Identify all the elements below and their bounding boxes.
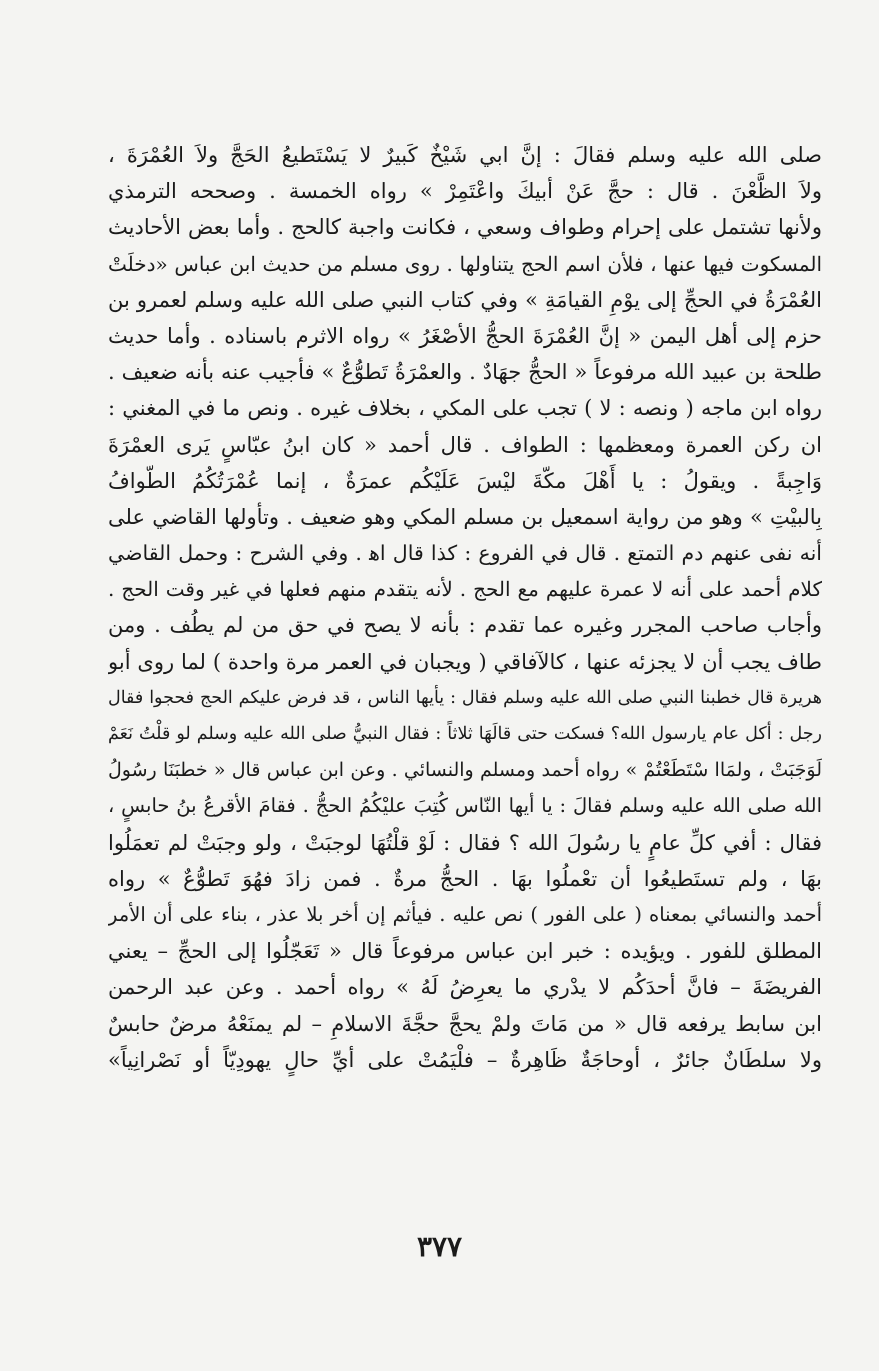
- text-line: لَوَجَبَتْ ، ولمَاا سْتَطَعْتُمْ » رواه أحمد ومسلم والنسائي . وعن ابن عباس قال « خطبَنَا رسُولُ: [108, 759, 822, 782]
- text-line: هريرة قال خطبنا النبي صلى الله عليه وسلم فقال : يأيها الناس ، قد فرض عليكم الحج فحجوا فقال: [108, 687, 822, 708]
- text-line: صلى الله عليه وسلم فقالَ : إنَّ ابي شَيْخٌ كَبيرٌ لا يَسْتَطيعُ الحَجَّ ولاَ العُمْرَةَ ،: [108, 143, 822, 167]
- text-line: أحمد والنسائي بمعناه ( على الفور ) نص عليه . فيأثم إن أخر بلا عذر ، بناء على أن الأمر: [108, 902, 822, 926]
- text-line: الله صلى الله عليه وسلم فقالَ : يا أيها النّاس كُتِبَ عليْكُمُ الحجُّ . فقامَ الأقرعُ بنُ حابسٍ ،: [108, 794, 822, 818]
- text-line: العُمْرَةُ في الحجِّ إلى يوْمِ القيامَةِ » وفي كتاب النبي صلى الله عليه وسلم لعمرو بن: [108, 287, 822, 312]
- text-line: رجل : أكل عام يارسول الله؟ فسكت حتى قالَهَا ثلاثاً : فقال النبيُّ صلى الله عليه وسلم لو قلْتُ نَعَمْ: [108, 724, 822, 744]
- text-line: ولا سلطَانٌ جائرٌ ، أوحاجَةٌ ظَاهِرةٌ – فلْيَمُتْ على أيِّ حالٍ يهودِيّاً أو نَصْرانِياً»: [108, 1047, 822, 1072]
- text-line: ولاَ الظَّعْنَ . قال : حجَّ عَنْ أبيكَ واعْتَمِرْ » رواه الخمسة . وصححه الترمذي: [108, 179, 822, 204]
- text-line: ولأنها تشتمل على إحرام وطواف وسعي ، فكانت واجبة كالحج . وأما بعض الأحاديث: [108, 215, 822, 240]
- text-line: ابن سابط يرفعه قال « من مَاتَ ولمْ يحجَّ حجَّةَ الاسلامِ – لم يمنَعْهُ مرضٌ حابسٌ: [108, 1011, 822, 1036]
- text-line: أنه نفى عنهم دم التمتع . قال في الفروع : كذا قال اﻫ . وفي الشرح : وحمل القاضي: [108, 541, 822, 566]
- text-line: وأجاب صاحب المجرر وغيره عما تقدم : بأنه لا يصح في حق من لم يطُف . ومن: [108, 613, 822, 638]
- text-line: طاف يجب أن لا يجزئه عنها ، كالآفاقي ( ويجبان في العمر مرة واحدة ) لما روى أبو: [108, 649, 822, 674]
- text-line: المطلق للفور . ويؤيده : خبر ابن عباس مرفوعاً قال « تَعَجّلُوا إلى الحجِّ – يعني: [108, 939, 822, 964]
- text-line: حزم إلى أهل اليمن « إنَّ العُمْرَةَ الحجُّ الأصْغَرُ » رواه الاثرم باسناده . وأما حديث: [108, 323, 822, 348]
- page-number: ٣٧٧: [416, 1230, 463, 1263]
- text-line: ان ركن العمرة ومعظمها : الطواف . قال أحمد « كان ابنُ عبّاسٍ يَرى العمْرَةَ: [108, 432, 822, 457]
- text-line: المسكوت فيها عنها ، فلأن اسم الحج يتناولها . روى مسلم من حديث ابن عباس «دخلَتْ: [108, 251, 822, 276]
- text-line: فقال : أفي كلِّ عامٍ يا رسُولَ الله ؟ فقال : لَوْ قلْتُهَا لوجبَتْ ، ولو وجبَتْ لم تعمَلُوا: [108, 830, 822, 855]
- text-line: وَاجِبةً . ويقولُ : يا أَهْلَ مكّةَ ليْسَ عَلَيْكُم عمرَةٌ ، إنما عُمْرَتُكُمُ الطّوافُ: [108, 468, 822, 493]
- text-line: الفريضَةَ – فانَّ أحدَكُم لا يدْري ما يعرِضُ لَهُ » رواه أحمد . وعن عبد الرحمن: [108, 975, 822, 1000]
- text-line: كلام أحمد على أنه لا عمرة عليهم مع الحج . لأنه يتقدم منهم فعلها في غير وقت الحج .: [108, 577, 822, 602]
- text-line: بِالبيْتِ » وهو من رواية اسمعيل بن مسلم المكي وهو ضعيف . وتأولها القاضي على: [108, 504, 822, 529]
- text-line: بهَا ، ولم تستَطيعُوا أن تعْملُوا بهَا . الحجُّ مرةٌ . فمن زادَ فهُوَ تَطوُّعٌ » رواه: [108, 866, 822, 891]
- text-line: رواه ابن ماجه ( ونصه : لا ) تجب على المكي ، بخلاف غيره . ونص ما في المغني :: [108, 396, 822, 421]
- text-line: طلحة بن عبيد الله مرفوعاً « الحجُّ جهَادٌ . والعمْرَةُ تَطوُّعٌ » فأجيب عنه بأنه ضعيف .: [108, 360, 822, 385]
- page-body: [108, 137, 822, 1078]
